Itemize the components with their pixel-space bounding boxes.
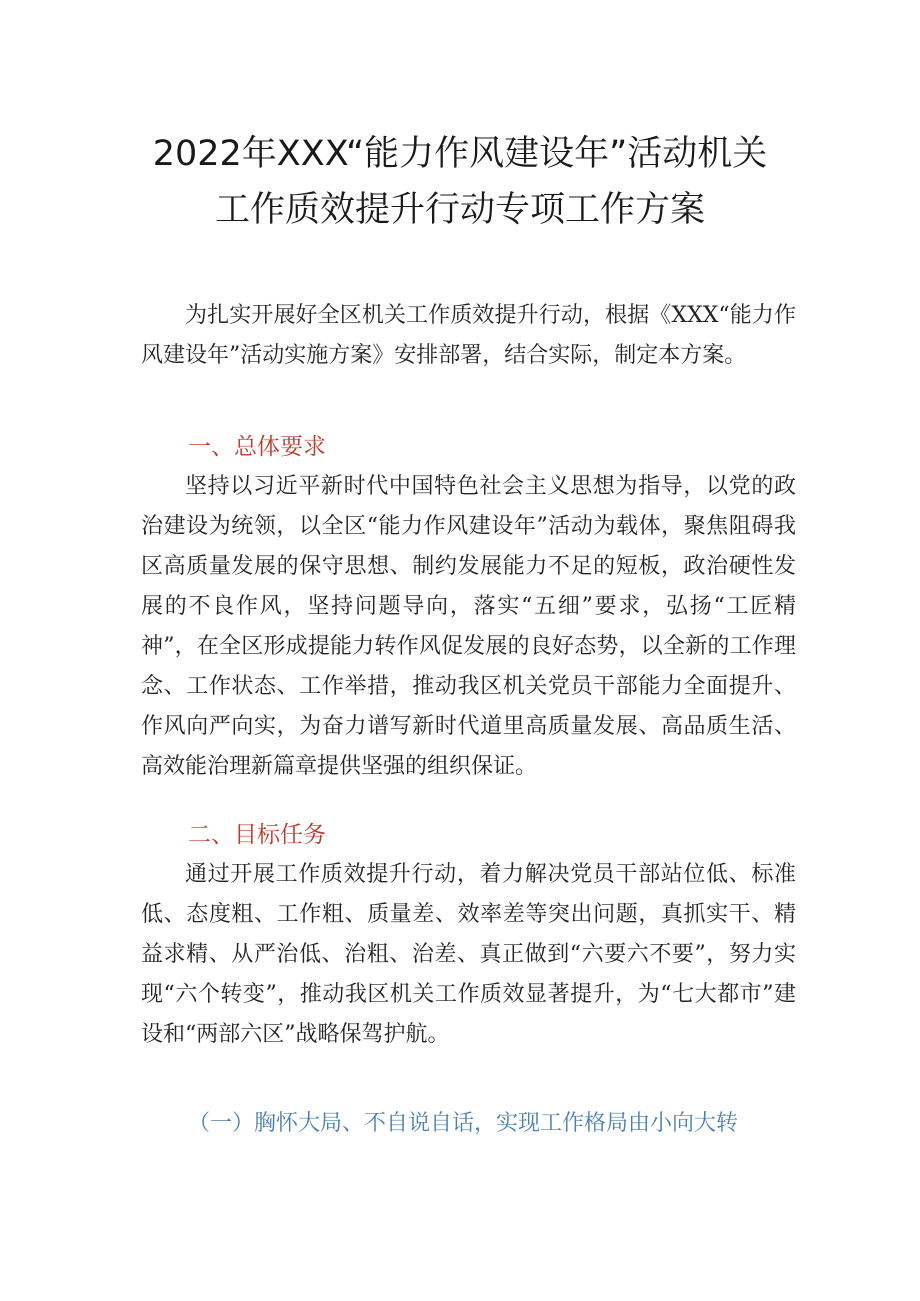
section-1-heading: 一、总体要求 [188, 434, 326, 460]
section-2-paragraph: 通过开展工作质效提升行动，着力解决党员干部站位低、标准低、态度粗、工作粗、质量差、效率差等突出问题，真抓实干、精益求精、从严治低、治粗、治差、真正做到“六要六不要”，努力实现“六个转变”，推动我区机关工作质效显著提升，为“七大都市”建设和“两部六区”战略保驾护航。 [141, 862, 796, 1047]
subsection-1-heading: （一）胸怀大局、不自说自话，实现工作格局由小向大转 [188, 1111, 739, 1136]
section-2-block [141, 855, 796, 1055]
section-1-paragraph: 坚持以习近平新时代中国特色社会主义思想为指导，以党的政治建设为统领，以全区“能力作风建设年”活动为载体，聚焦阻碍我区高质量发展的保守思想、制约发展能力不足的短板，政治硬性发展的不良作风，坚持问题导向，落实“五细”要求，弘扬“工匠精神”，在全区形成提能力转作风促发展的良好态势，以全新的工作理念、工作状态、工作举措，推动我区机关党员干部能力全面提升、作风向严向实，为奋力谱写新时代道里高质量发展、高品质生活、高效能治理新篇章提供坚强的组织保证。 [141, 474, 796, 779]
intro-block [141, 296, 796, 376]
intro-paragraph: 为扎实开展好全区机关工作质效提升行动，根据《XXX“能力作风建设年”活动实施方案》安排部署，结合实际，制定本方案。 [141, 303, 796, 368]
section-2-heading: 二、目标任务 [188, 822, 326, 848]
document-title-line-2: 工作质效提升行动专项工作方案 [214, 190, 705, 230]
section-1-block [141, 467, 796, 787]
document-title-line-1: 2022年XXX“能力作风建设年”活动机关 [152, 134, 768, 174]
